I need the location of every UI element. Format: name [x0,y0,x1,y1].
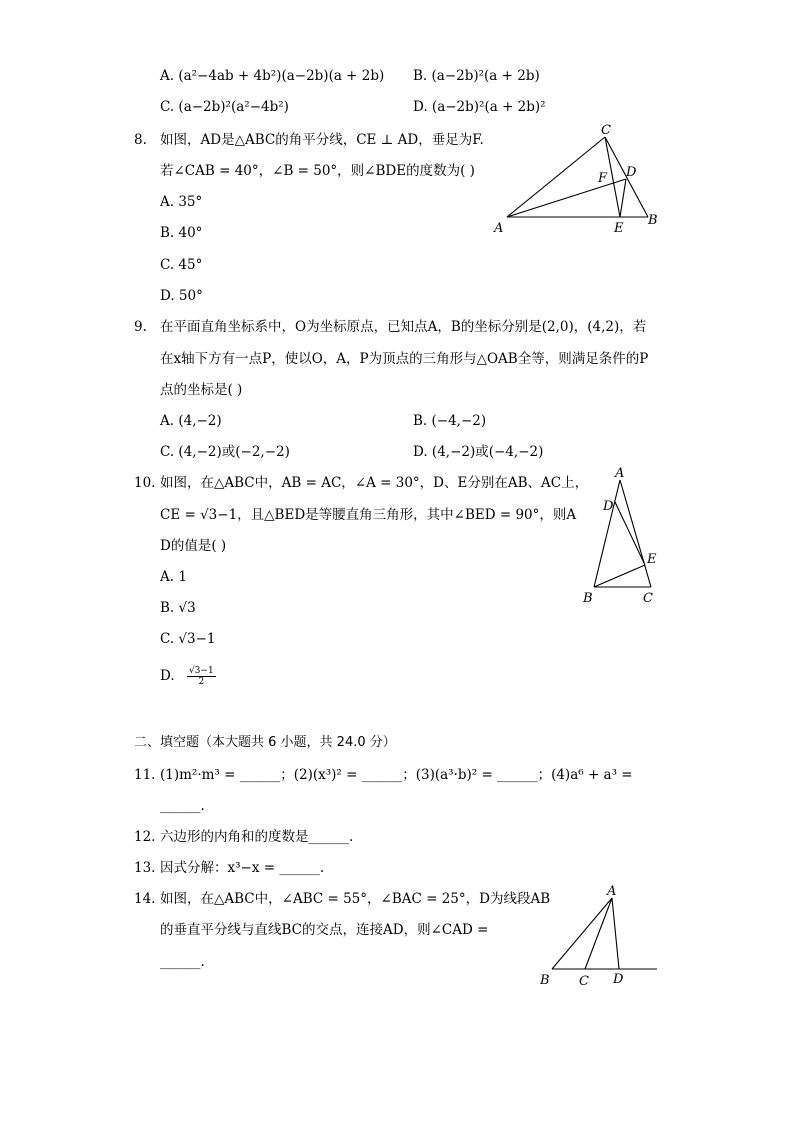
q8-figure [480,120,670,240]
q13-number: 13. [134,860,156,876]
q9-option-c: C. (4,−2)或(−2,−2) [160,444,290,460]
q8-segment-ce [605,137,620,217]
q8-number: 8. [134,132,147,148]
q8-segment-ac [507,137,605,217]
q10-segment-ac [620,480,651,587]
q8-stem-line1: 如图，AD是△ABC的角平分线，CE ⊥ AD，垂足为F. [160,132,484,148]
q11-stem-line2: ______. [160,798,205,814]
q10-option-d-prefix: D. [160,668,175,684]
q14-stem-line2: 的垂直平分线与直线BC的交点，连接AD，则∠CAD = [160,922,489,938]
q10-option-a: A. 1 [160,569,187,585]
q8-label-a: A [494,221,504,236]
q8-option-a: A. 35° [160,194,203,210]
q14-stem-line1: 如图，在△ABC中，∠ABC = 55°，∠BAC = 25°，D为线段AB [160,891,551,907]
q14-segment-ac [585,898,612,969]
q8-option-d: D. 50° [160,288,203,304]
q9-option-b: B. (−4,−2) [413,413,487,429]
section-2-title: 二、填空题（本大题共 6 小题，共 24.0 分） [134,735,396,750]
q8-label-c: C [601,123,611,138]
q10-number: 10. [134,475,156,491]
q10-label-e: E [647,552,657,567]
q9-stem-line2: 在x轴下方有一点P，使以O，A，P为顶点的三角形与△OAB全等，则满足条件的P [160,351,649,367]
q14-number: 14. [134,891,156,907]
q10-label-d: D [603,499,614,514]
q8-label-f: F [598,171,608,186]
q12-number: 12. [134,829,156,845]
q10-stem-line1: 如图，在△ABC中，AB = AC，∠A = 30°，D、E分别在AB、AC上， [160,475,589,491]
q14-stem-line3: ______. [160,954,205,970]
q14-label-b: B [540,973,550,988]
q8-label-d: D [626,165,637,180]
q7-option-b: B. (a−2b)²(a + 2b) [413,68,540,84]
q9-number: 9. [134,319,147,335]
q14-segment-ad [612,898,619,969]
q8-segment-ad [507,179,626,217]
q10-option-b: B. √3 [160,600,196,616]
q8-segment-de [620,179,626,217]
q10-option-c: C. √3−1 [160,631,216,647]
q8-label-e: E [614,221,624,236]
q14-label-c: C [579,974,589,989]
q8-option-c: C. 45° [160,257,203,273]
q10-segment-be [594,565,645,587]
q10-figure [575,462,675,612]
q10-segment-de [615,502,645,565]
q14-label-d: D [613,972,624,987]
q9-stem-line1: 在平面直角坐标系中，O为坐标原点，已知点A，B的坐标分别是(2,0)，(4,2)，若 [160,319,647,335]
q10-option-d-fraction [187,666,216,687]
q10-stem-line2: CE = √3−1，且△BED是等腰直角三角形，其中∠BED = 90°，则A [160,507,577,523]
q10-option-d [160,666,216,687]
q10-option-d-numerator: √3−1 [188,666,214,676]
q9-stem-line3: 点的坐标是( ) [160,382,243,398]
q7-option-d: D. (a−2b)²(a + 2b)² [413,99,546,115]
q10-label-b: B [583,591,593,606]
q10-segment-ab [594,480,620,587]
q8-stem-line2: 若∠CAB = 40°，∠B = 50°，则∠BDE的度数为( ) [160,163,475,179]
q10-stem-line3: D的值是( ) [160,538,227,554]
q8-option-b: B. 40° [160,225,203,241]
q11-stem-line1: (1)m²·m³ = ______；(2)(x³)² = ______；(3)(a³·b)² = ______；(4)a⁶ + a³ = [160,767,633,783]
q14-figure [530,878,665,990]
q10-option-d-denominator: 2 [198,677,205,687]
q11-number: 11. [134,767,156,783]
q10-label-c: C [643,591,653,606]
q9-option-a: A. (4,−2) [160,413,222,429]
q13-stem-line1: 因式分解：x³−x = ______. [160,860,325,876]
q7-option-c: C. (a−2b)²(a²−4b²) [160,99,289,115]
q14-segment-ab [552,898,612,969]
q10-label-a: A [615,466,625,481]
q14-label-a: A [607,884,617,899]
q9-option-d: D. (4,−2)或(−4,−2) [413,444,544,460]
q12-stem-line1: 六边形的内角和的度数是______. [160,829,354,845]
q7-option-a: A. (a²−4ab + 4b²)(a−2b)(a + 2b) [160,68,385,84]
q8-label-b: B [648,213,658,228]
